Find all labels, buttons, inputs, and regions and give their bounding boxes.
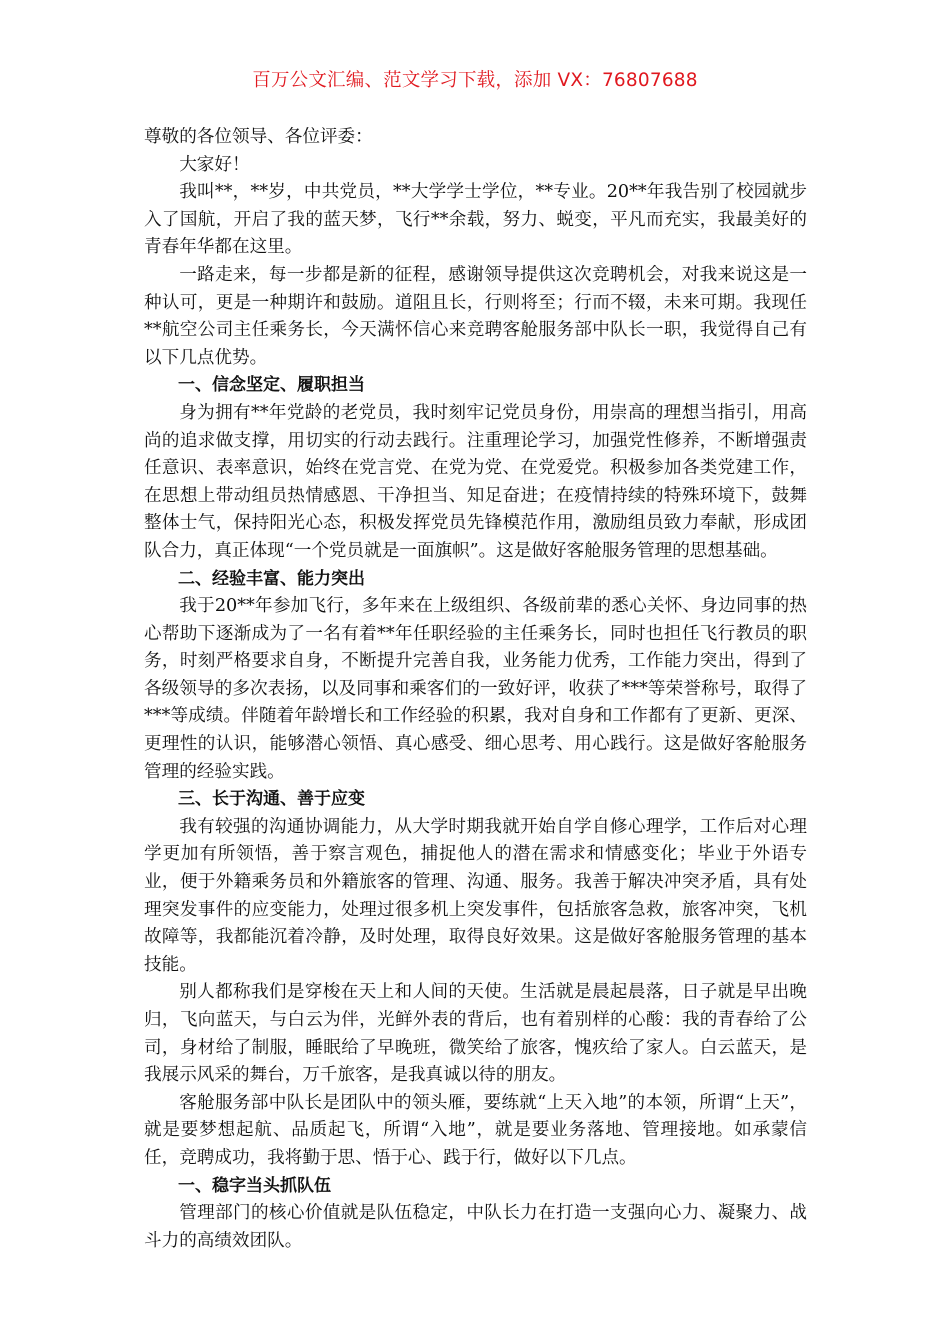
paragraph-leader: 客舱服务部中队长是团队中的领头雁，要练就“上天入地”的本领，所谓“上天”，就是要梦想起航、品质起飞，所谓“入地”，就是要业务落地、管理接地。如承蒙信任，竞聘成功，我将勤于思、悟于心、践于行，做好以下几点。: [144, 1092, 807, 1168]
section-heading-4: 一、稳字当头抓队伍: [178, 1175, 331, 1196]
section-heading-2: 二、经验丰富、能力突出: [178, 568, 365, 589]
paragraph-opportunity: 一路走来，每一步都是新的征程，感谢领导提供这次竞聘机会，对我来说这是一种认可，更是一种期许和鼓励。道阻且长，行则将至；行而不辍，未来可期。我现任**航空公司主任乘务长，今天满怀信心来竞聘客舱服务部中队长一职，我觉得自己有以下几点优势。: [144, 264, 807, 368]
salutation: 尊敬的各位领导、各位评委：: [144, 127, 373, 147]
greeting: 大家好！: [179, 154, 250, 175]
section-heading-1: 一、信念坚定、履职担当: [178, 375, 365, 396]
document-body: [144, 124, 807, 1255]
paragraph-angels: 别人都称我们是穿梭在天上和人间的天使。生活就是晨起晨落，日子就是早出晚归，飞向蓝天，与白云为伴，光鲜外表的背后，也有着别样的心酸：我的青春给了公司，身材给了制服，睡眠给了早晚班，微笑给了旅客，愧疚给了家人。白云蓝天，是我展示风采的舞台，万千旅客，是我真诚以待的朋友。: [144, 982, 807, 1086]
paragraph-belief: 身为拥有**年党龄的老党员，我时刻牢记党员身份，用崇高的理想当指引，用高尚的追求做支撑，用切实的行动去践行。注重理论学习，加强党性修养，不断增强责任意识、表率意识，始终在党言党、在党为党、在党爱党。积极参加各类党建工作，在思想上带动组员热情感恩、干净担当、知足奋进；在疫情持续的特殊环境下，鼓舞整体士气，保持阳光心态，积极发挥党员先锋模范作用，激励组员致力奉献，形成团队合力，真正体现“一个党员就是一面旗帜”。这是做好客舱服务管理的思想基础。: [144, 402, 807, 561]
paragraph-communication: 我有较强的沟通协调能力，从大学时期我就开始自学自修心理学，工作后对心理学更加有所领悟，善于察言观色，捕捉他人的潜在需求和情感变化；毕业于外语专业，便于外籍乘务员和外籍旅客的管理、沟通、服务。我善于解决冲突矛盾，具有处理突发事件的应变能力，处理过很多机上突发事件，包括旅客急救，旅客冲突，飞机故障等，我都能沉着冷静，及时处理，取得良好效果。这是做好客舱服务管理的基本技能。: [144, 816, 807, 975]
paragraph-experience: 我于20**年参加飞行，多年来在上级组织、各级前辈的悉心关怀、身边同事的热心帮助下逐渐成为了一名有着**年任职经验的主任乘务长，同时也担任飞行教员的职务，时刻严格要求自身，不断提升完善自我，业务能力优秀，工作能力突出，得到了各级领导的多次表扬，以及同事和乘客们的一致好评，收获了***等荣誉称号，取得了***等成绩。伴随着年龄增长和工作经验的积累，我对自身和工作都有了更新、更深、更理性的认识，能够潜心领悟、真心感受、细心思考、用心践行。这是做好客舱服务管理的经验实践。: [144, 596, 807, 782]
watermark-header: 百万公文汇编、范文学习下载，添加 VX：76807688: [252, 70, 698, 91]
paragraph-intro: 我叫**，**岁，中共党员，**大学学士学位，**专业。20**年我告别了校园就步入了国航，开启了我的蓝天梦，飞行**余载，努力、蜕变，平凡而充实，我最美好的青春年华都在这里。: [144, 182, 807, 258]
section-heading-3: 三、长于沟通、善于应变: [178, 789, 365, 810]
paragraph-team: 管理部门的核心价值就是队伍稳定，中队长力在打造一支强向心力、凝聚力、战斗力的高绩效团队。: [144, 1203, 807, 1251]
